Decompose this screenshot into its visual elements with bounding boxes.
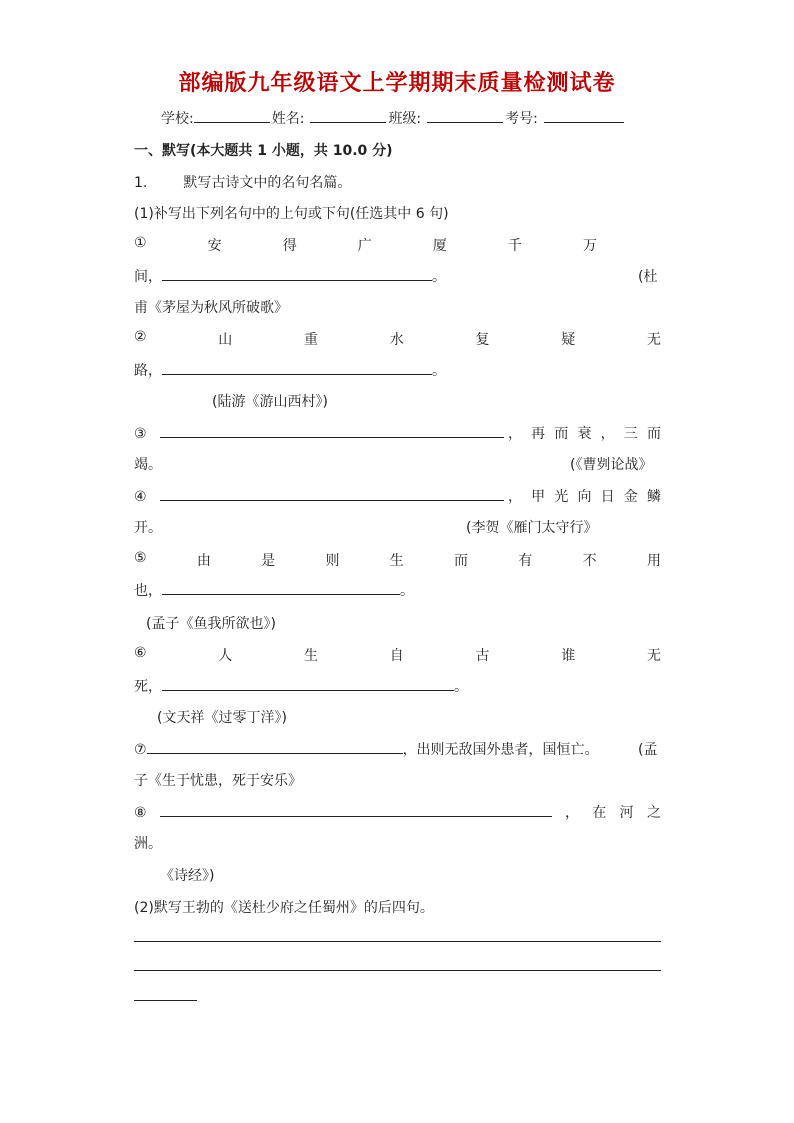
item-5-line [134, 550, 661, 570]
item-char: 则 [325, 553, 340, 569]
item-char: 是 [261, 553, 276, 569]
item-char: 鳞 [646, 489, 661, 505]
item-char: 衰 [577, 426, 592, 442]
item-8-source: 《诗经》) [160, 868, 215, 884]
item-3-tail [508, 423, 661, 443]
item-text: 。 [432, 269, 446, 285]
item-8-blank[interactable] [160, 802, 552, 817]
item-number: ⑧ [134, 805, 147, 821]
item-char: 谁 [561, 648, 576, 664]
item-char: 三 [623, 426, 638, 442]
item-char: 古 [475, 648, 490, 664]
item-text: 间， [134, 269, 162, 285]
number-blank[interactable] [544, 108, 624, 123]
item-char: 疑 [561, 332, 576, 348]
item-char: 重 [304, 332, 319, 348]
item-char: 而 [646, 426, 661, 442]
item-char: ， [508, 426, 522, 442]
item-4-continuation: 开。 [134, 520, 162, 536]
item-char: 无 [646, 648, 661, 664]
item-char: ， [565, 805, 579, 821]
item-char: 由 [196, 553, 211, 569]
item-char: 自 [389, 648, 404, 664]
answer-line-2[interactable] [134, 970, 661, 971]
item-3-continuation: 竭。 [134, 457, 162, 473]
name-label: 姓名: [271, 111, 305, 127]
item-1-line [134, 235, 597, 255]
item-char: 甲 [531, 489, 546, 505]
item-char: 用 [646, 553, 661, 569]
item-number: ⑦ [134, 742, 147, 758]
item-char: 在 [592, 805, 607, 821]
item-1-continuation [134, 266, 661, 286]
page-title: 部编版九年级语文上学期期末质量检测试卷 [178, 70, 616, 96]
item-text: 路， [134, 363, 162, 379]
item-7-source-a: (孟 [638, 742, 658, 758]
question-text: 默写古诗文中的名句名篇。 [183, 175, 352, 191]
item-char: 金 [623, 489, 638, 505]
item-7-line [134, 739, 661, 759]
item-text: 。 [400, 583, 414, 599]
item-char: 而 [454, 553, 469, 569]
item-1-source-a: (杜 [638, 269, 658, 285]
question-1 [134, 172, 661, 192]
item-char: 再 [531, 426, 546, 442]
item-char: 光 [554, 489, 569, 505]
item-char: 千 [507, 238, 522, 254]
class-label: 班级: [388, 111, 422, 127]
item-char: 向 [577, 489, 592, 505]
item-char: 复 [475, 332, 490, 348]
item-char: 而 [554, 426, 569, 442]
item-5-continuation [134, 580, 661, 600]
item-7-source-b: 子《生于忧患，死于安乐》 [134, 773, 302, 789]
item-char: 不 [582, 553, 597, 569]
item-char: 厦 [432, 238, 447, 254]
student-info-row [161, 108, 626, 128]
item-char: 之 [646, 805, 661, 821]
name-blank[interactable] [310, 108, 386, 123]
item-1-source-b: 甫《茅屋为秋风所破歌》 [134, 300, 288, 316]
item-4-blank[interactable] [160, 486, 504, 501]
item-6-blank[interactable] [162, 676, 454, 691]
item-char: 广 [357, 238, 372, 254]
item-5-source: (孟子《鱼我所欲也》) [146, 616, 276, 632]
item-text: ，出则无敌国外患者，国恒亡。 [402, 742, 599, 758]
class-blank[interactable] [427, 108, 503, 123]
answer-line-3[interactable] [134, 1000, 197, 1001]
item-char: 生 [389, 553, 404, 569]
item-text: 死， [134, 679, 162, 695]
item-2-line [134, 329, 661, 349]
item-5-blank[interactable] [162, 580, 400, 595]
item-char: 有 [518, 553, 533, 569]
item-char: 河 [619, 805, 634, 821]
answer-line-1[interactable] [134, 941, 661, 942]
item-char: 得 [282, 238, 297, 254]
number-label: 考号: [505, 111, 538, 127]
item-6-source: (文天祥《过零丁洋》) [157, 710, 287, 726]
item-text: 也， [134, 583, 162, 599]
item-char: ② [134, 329, 147, 345]
item-char: 日 [600, 489, 615, 505]
item-2-source: (陆游《游山西村》) [212, 394, 328, 410]
item-number: ④ [134, 489, 147, 505]
item-char: 无 [646, 332, 661, 348]
item-2-continuation [134, 360, 661, 380]
item-4-tail [508, 486, 661, 506]
item-char: 万 [582, 238, 597, 254]
item-char: 生 [304, 648, 319, 664]
item-number: ③ [134, 426, 147, 442]
section-heading: 一、默写(本大题共 1 小题，共 10.0 分) [134, 143, 393, 159]
item-3-blank[interactable] [160, 423, 504, 438]
school-blank[interactable] [194, 108, 270, 123]
part-2-instruction: (2)默写王勃的《送杜少府之任蜀州》的后四句。 [134, 900, 434, 916]
item-6-line [134, 645, 661, 665]
item-text: 。 [432, 363, 446, 379]
item-char: ⑥ [134, 645, 147, 661]
item-char: ， [600, 426, 615, 442]
part-1-instruction: (1)补写出下列名句中的上句或下句(任选其中 6 句) [134, 206, 449, 222]
item-char: ① [134, 235, 147, 251]
item-6-continuation [134, 676, 661, 696]
school-label: 学校: [161, 111, 194, 127]
item-1-blank[interactable] [162, 266, 432, 281]
item-char: ⑤ [134, 550, 147, 566]
item-7-blank[interactable] [147, 739, 403, 754]
item-char: 山 [218, 332, 233, 348]
item-4-source: (李贺《雁门太守行》 [466, 520, 598, 536]
item-text: 。 [454, 679, 468, 695]
item-char: 水 [389, 332, 404, 348]
item-8-continuation: 洲。 [134, 836, 162, 852]
item-8-tail [565, 802, 661, 822]
item-char: ， [508, 489, 522, 505]
item-3-source: (《曹刿论战》 [570, 457, 653, 473]
item-char: 安 [207, 238, 222, 254]
item-2-blank[interactable] [162, 360, 432, 375]
item-char: 人 [218, 648, 233, 664]
question-number: 1. [134, 175, 148, 191]
